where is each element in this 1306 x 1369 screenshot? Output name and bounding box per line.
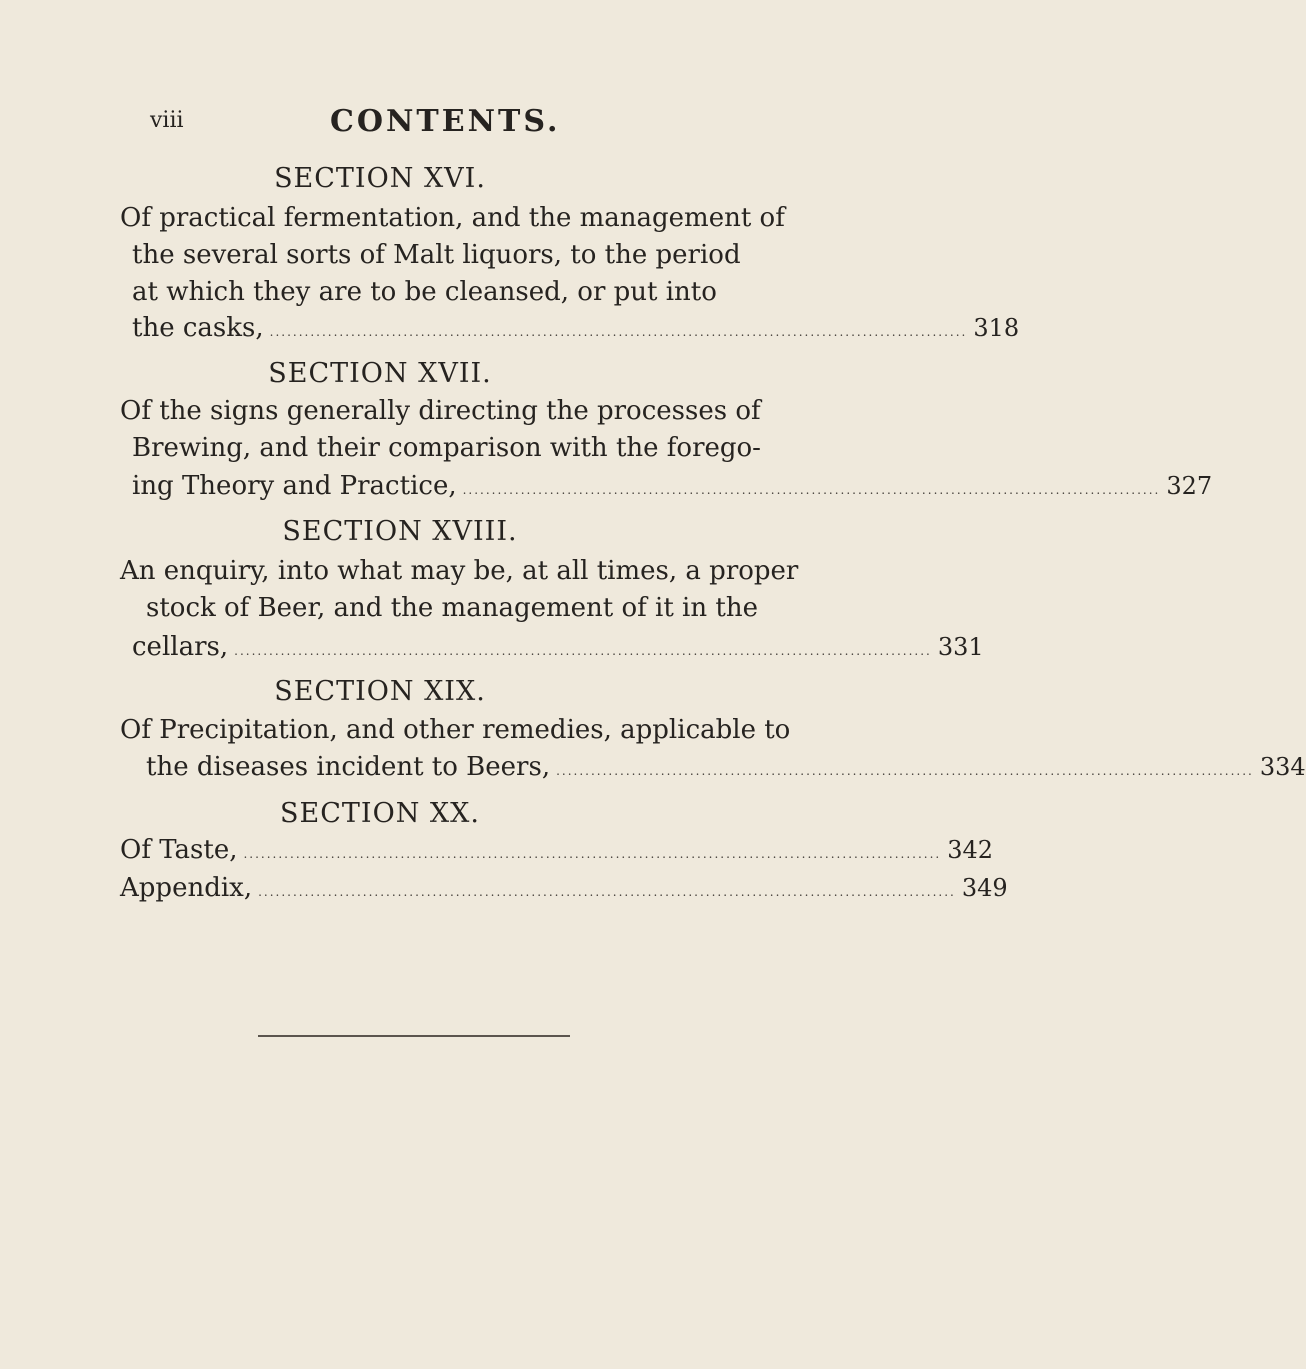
toc-entry-leader <box>146 752 1306 782</box>
toc-entry-leader <box>132 313 1020 343</box>
section-heading: SECTION XX. <box>280 798 480 829</box>
entry-line: Of Taste, <box>120 835 238 865</box>
closing-rule <box>258 1035 570 1037</box>
page-number: 327 <box>1166 472 1213 500</box>
entry-line: cellars, <box>132 632 229 662</box>
entry-line: Of Precipitation, and other remedies, applicable to <box>120 715 791 745</box>
toc-entry-leader <box>132 632 984 662</box>
page-number: 334 <box>1259 753 1306 781</box>
appendix-label: Appendix, <box>120 873 253 903</box>
section-heading: SECTION XVI. <box>274 163 486 194</box>
page-number: 331 <box>937 633 984 661</box>
dot-leader: ........................................................................................................................ <box>258 885 956 899</box>
entry-line: ing Theory and Practice, <box>132 471 457 501</box>
entry-line: the several sorts of Malt liquors, to the period <box>132 240 741 270</box>
dot-leader: ........................................................................................................................ <box>462 483 1161 497</box>
entry-line: at which they are to be cleansed, or put into <box>132 277 717 307</box>
folio: viii <box>150 108 184 133</box>
toc-entry-leader <box>120 835 994 865</box>
entry-line: Brewing, and their comparison with the forego- <box>132 433 761 463</box>
entry-line: An enquiry, into what may be, at all times, a proper <box>120 556 799 586</box>
toc-entry-leader <box>120 873 1008 903</box>
entry-line: the casks, <box>132 313 264 343</box>
dot-leader: ........................................................................................................................ <box>234 644 932 658</box>
entry-line: the diseases incident to Beers, <box>146 752 551 782</box>
page-number: 318 <box>973 314 1020 342</box>
entry-line: stock of Beer, and the management of it in the <box>146 593 758 623</box>
entry-line: Of practical fermentation, and the management of <box>120 203 785 233</box>
page-number: 342 <box>947 836 994 864</box>
running-head: CONTENTS. <box>330 104 561 139</box>
section-heading: SECTION XIX. <box>274 676 486 707</box>
page-number: 349 <box>961 874 1008 902</box>
dot-leader: ........................................................................................................................ <box>243 847 942 861</box>
section-heading: SECTION XVII. <box>268 358 492 389</box>
section-heading: SECTION XVIII. <box>282 516 518 547</box>
dot-leader: ........................................................................................................................ <box>556 764 1254 778</box>
dot-leader: ........................................................................................................................ <box>269 325 968 339</box>
toc-entry-leader <box>132 471 1213 501</box>
entry-line: Of the signs generally directing the processes of <box>120 396 761 426</box>
